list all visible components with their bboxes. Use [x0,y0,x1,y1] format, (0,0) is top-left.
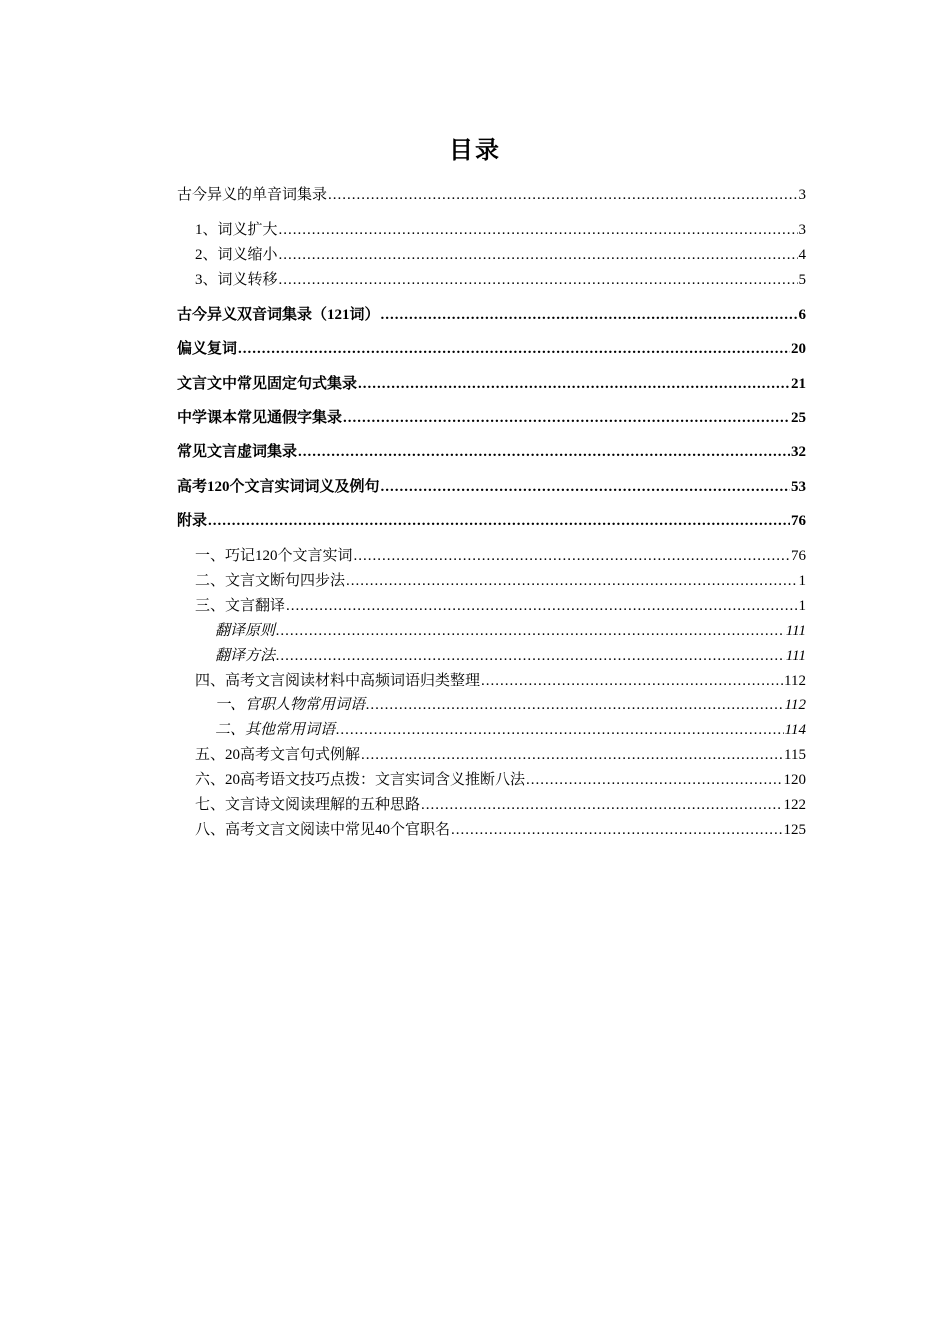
toc-leader [208,510,790,532]
toc-entry[interactable] [177,476,806,498]
toc-entry-label: 附录 [177,513,208,529]
toc-page-number: 114 [784,722,806,738]
toc-page-number: 32 [791,444,806,460]
toc-entry[interactable] [195,670,806,692]
toc-leader [354,545,790,567]
toc-entry[interactable] [195,219,806,241]
toc-entry-label: 3、词义转移 [195,272,278,288]
toc-entry-label: 四、高考文言阅读材料中高频词语归类整理 [195,673,481,689]
toc-page-number: 115 [784,747,806,763]
toc-entry[interactable] [177,373,806,395]
toc-entry-label: 二、其他常用词语 [215,722,336,738]
toc-entry-label: 翻译原则 [215,623,276,639]
toc-page-number: 111 [785,648,806,664]
toc-entry[interactable] [177,407,806,429]
toc-entry-label: 一、巧记120个文言实词 [195,548,353,564]
toc-entry-label: 七、文言诗文阅读理解的五种思路 [195,797,421,813]
toc-page-number: 5 [798,272,806,288]
toc-page-number: 112 [784,697,806,713]
toc-leader [279,219,798,241]
toc-leader [481,670,783,692]
toc-entry-label: 1、词义扩大 [195,222,278,238]
toc-page-number: 4 [798,247,806,263]
toc-page-number: 25 [791,410,806,426]
toc-entry-label: 文言文中常见固定句式集录 [177,376,358,392]
toc-page-number: 111 [785,623,806,639]
toc-leader [358,373,790,395]
toc-page-number: 3 [798,187,806,203]
toc-entry[interactable] [195,794,806,816]
toc-entry-label: 五、20高考文言句式例解 [195,747,361,763]
toc-page-number: 3 [798,222,806,238]
toc-leader [276,620,785,642]
toc-page-number: 125 [783,822,806,838]
toc-page-number: 120 [783,772,806,788]
toc-page-number: 53 [791,479,806,495]
toc-leader [276,645,785,667]
toc-entry[interactable] [215,645,806,667]
toc-leader [346,570,797,592]
toc-entry-label: 偏义复词 [177,341,238,357]
toc-leader [279,269,798,291]
toc-leader [451,819,782,841]
toc-entry[interactable] [177,184,806,206]
toc-entry-label: 常见文言虚词集录 [177,444,298,460]
toc-page-number: 112 [784,673,806,689]
toc-page-number: 1 [798,573,806,589]
toc-entry-label: 三、文言翻译 [195,598,286,614]
toc-leader [298,441,790,463]
toc-leader [361,744,783,766]
toc-entry-label: 2、词义缩小 [195,247,278,263]
toc-entry-label: 古今异义的单音词集录 [177,187,328,203]
toc-leader [336,719,784,741]
toc-entry[interactable] [177,510,806,532]
toc-entry[interactable] [195,244,806,266]
toc-entry[interactable] [215,719,806,741]
page-title: 目录 [449,136,501,164]
toc-entry[interactable] [195,269,806,291]
toc-leader [279,244,798,266]
toc-leader [381,304,798,326]
toc-entry[interactable] [195,744,806,766]
toc-leader [366,694,784,716]
toc-page-number: 1 [798,598,806,614]
toc-page-number: 20 [791,341,806,357]
toc-page-number: 122 [783,797,806,813]
toc-page-number: 21 [791,376,806,392]
toc-entry-label: 高考120个文言实词词义及例句 [177,479,380,495]
toc-entry[interactable] [177,304,806,326]
toc-entry-label: 一、官职人物常用词语 [215,697,366,713]
toc-page-number: 76 [791,513,806,529]
toc-entry[interactable] [195,769,806,791]
toc-entry[interactable] [215,694,806,716]
toc-leader [343,407,790,429]
toc-entry[interactable] [195,595,806,617]
toc-entry[interactable] [177,441,806,463]
toc-entry[interactable] [195,545,806,567]
toc-entry[interactable] [215,620,806,642]
toc-entry[interactable] [195,570,806,592]
toc-entry[interactable] [177,338,806,360]
toc-page-number: 76 [791,548,806,564]
toc-entry-label: 翻译方法 [215,648,276,664]
toc-leader [526,769,782,791]
toc-entry-label: 中学课本常见通假字集录 [177,410,343,426]
toc-leader [286,595,797,617]
toc-entry-label: 八、高考文言文阅读中常见40个官职名 [195,822,451,838]
toc-entry[interactable] [195,819,806,841]
toc-entry-label: 古今异义双音词集录（121词） [177,307,380,323]
toc-entry-label: 二、文言文断句四步法 [195,573,346,589]
toc-leader [238,338,790,360]
toc-page-number: 6 [798,307,806,323]
toc-leader [381,476,790,498]
toc-leader [421,794,782,816]
toc-entry-label: 六、20高考语文技巧点拨：文言实词含义推断八法 [195,772,526,788]
toc-leader [328,184,797,206]
